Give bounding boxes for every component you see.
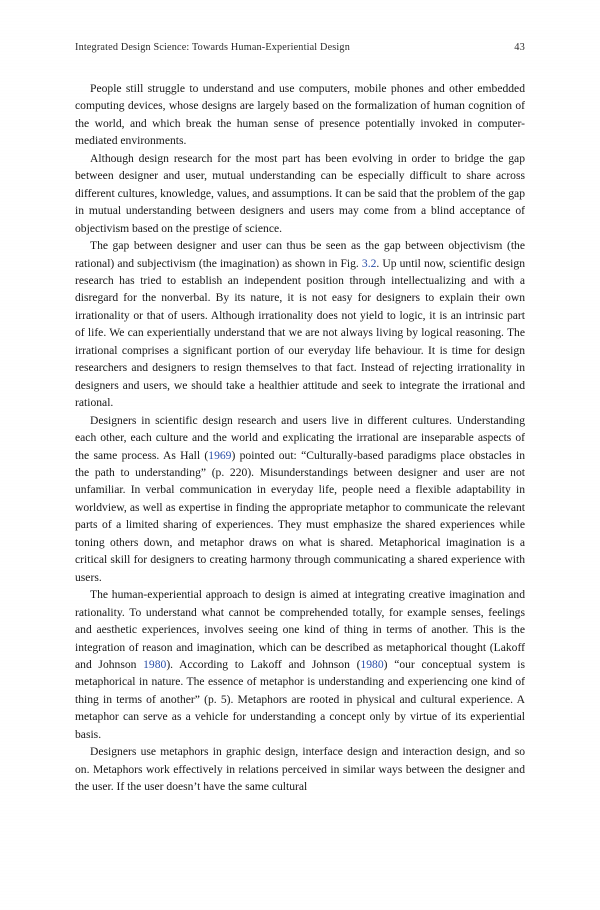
paragraph-text: ) “our conceptual system is metaphorical in nature. The essence of metaphor is understanding and experiencing one kind of thing in terms of another” (p. 5). Metaphors are rooted in physical and cultural experience. A metaphor can serve as a vehicle for understanding a concept only by virtue of its experiential basis. xyxy=(75,657,525,741)
citation-link[interactable]: 1980 xyxy=(360,657,384,671)
citation-link[interactable]: 1969 xyxy=(208,448,232,462)
page-number: 43 xyxy=(514,42,525,53)
running-head xyxy=(75,42,525,53)
paragraph xyxy=(75,150,525,237)
paragraph-text: ) pointed out: “Culturally-based paradigms place obstacles in the path to understanding” (p. 220). Misunderstandings between designer and user are not unfamiliar. In verbal communication in everyday life, people need a flexible adaptability in worldview, as well as expertise in finding the appropriate metaphor to communicate the relevant parts of a limited sharing of experiences. They must emphasize the shared experiences while toning others down, and metaphor draws on what is shared. Metaphorical imagination is a critical skill for designers to creating harmony through communicating a shared experience with users. xyxy=(75,448,525,584)
paragraph-text: Although design research for the most part has been evolving in order to bridge the gap between designer and user, mutual understanding can be especially difficult to share across different cultures, knowledge, values, and assumptions. It can be said that the problem of the gap in mutual understanding between designers and users may come from a blind acceptance of objectivism based on the prestige of science. xyxy=(75,151,525,235)
paragraph xyxy=(75,237,525,412)
paragraph-text: Designers in scientific design research and users live in different cultures. Understanding each other, each culture and the world and explicating the irrational are inseparable aspects of the same process. As Hall ( xyxy=(75,413,525,462)
paragraph xyxy=(75,586,525,743)
paragraph-text: Designers use metaphors in graphic design, interface design and interaction design, and so on. Metaphors work effectively in relations perceived in similar ways between the designer and the user. If the user doesn’t have the same cultural xyxy=(75,745,525,794)
paragraph-text: The gap between designer and user can thus be seen as the gap between objectivism (the rational) and subjectivism (the imagination) as shown in Fig. xyxy=(75,239,525,270)
paragraph xyxy=(75,743,525,795)
paragraph xyxy=(75,80,525,150)
paragraph-text: ). According to Lakoff and Johnson ( xyxy=(166,657,361,671)
body-text-column xyxy=(75,80,525,796)
paragraph-text: People still struggle to understand and use computers, mobile phones and other embedded computing devices, whose designs are largely based on the formalization of human cognition of the world, and which break the human sense of presence potentially invoked in computer-mediated environments. xyxy=(75,82,525,148)
citation-link[interactable]: 1980 xyxy=(143,657,167,671)
paragraph-text: The human-experiential approach to design is aimed at integrating creative imagination and rationality. To understand what cannot be comprehended totally, for example senses, feelings and aesthetic experiences, involves seeing one kind of thing in terms of another. This is the integration of reason and imagination, which can be described as metaphorical thought (Lakoff and Johnson xyxy=(75,588,525,671)
citation-link[interactable]: 3.2 xyxy=(361,256,377,270)
paragraph xyxy=(75,412,525,587)
running-head-title: Integrated Design Science: Towards Human-Experiential Design xyxy=(75,42,350,53)
paragraph-text: . Up until now, scientific design research has tried to establish an independent position through intellectualizing and with a disregard for the nonverbal. By its nature, it is not easy for designers to explain their own irrationality or that of users. Although irrationality does not yield to logic, it is an intrinsic part of life. We can experientially understand that we are not always living by logical reasoning. The irrational comprises a significant portion of our everyday life behaviour. It is time for design researchers and designers to resign themselves to that fact. Instead of rejecting irrationality in designers and users, we should take a healthier attitude and seek to integrate the irrational and rational. xyxy=(75,256,525,410)
